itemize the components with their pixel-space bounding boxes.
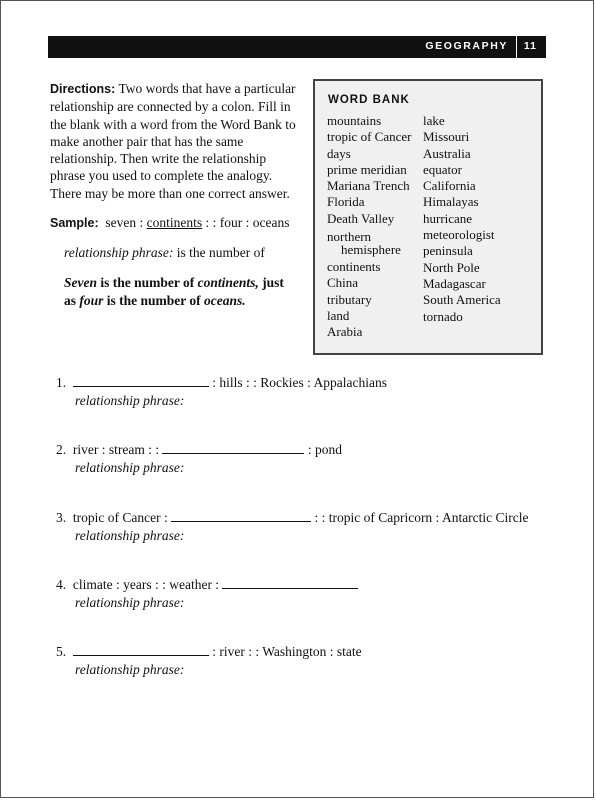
- explain-text: is the number of: [103, 292, 205, 308]
- question-4: [56, 577, 358, 593]
- directions-text: Two words that have a particular relationship are connected by a colon. Fill in the blank with a word from the Word Bank to make another pair that has the same relationship. Then write the relationship phrase you used to complete the analogy. There may be more than one correct answer.: [50, 81, 296, 201]
- relationship-phrase-label: relationship phrase:: [75, 662, 185, 677]
- explain-text: is the number of: [97, 275, 198, 290]
- question-after: : pond: [304, 442, 342, 457]
- answer-blank[interactable]: [171, 510, 311, 522]
- word-bank-item: mountains: [327, 113, 382, 128]
- answer-blank[interactable]: [222, 577, 358, 589]
- question-1: [56, 375, 387, 391]
- answer-blank[interactable]: [73, 644, 209, 656]
- word-bank-item: South America: [423, 292, 501, 308]
- question-2: [56, 442, 342, 458]
- word-bank-item: meteorologist: [423, 227, 495, 243]
- word-bank-item: prime meridian: [327, 161, 407, 177]
- relationship-phrase-label: relationship phrase:: [75, 528, 185, 543]
- question-number: 5.: [56, 644, 67, 659]
- explain-word: continents,: [197, 275, 259, 290]
- question-number: 4.: [56, 577, 67, 592]
- question-after: : : tropic of Capricorn : Antarctic Circle: [311, 510, 529, 525]
- explain-word: oceans.: [204, 292, 246, 308]
- sample-phrase-text: is the number of: [173, 245, 265, 260]
- relationship-phrase-label: relationship phrase:: [75, 393, 185, 408]
- word-bank-item: peninsula: [423, 243, 473, 259]
- sample-explanation: [64, 274, 294, 309]
- question-5: [56, 644, 362, 660]
- sample-label: Sample:: [50, 216, 99, 230]
- word-bank-item: North Pole: [423, 259, 480, 275]
- relationship-phrase-label: relationship phrase:: [75, 595, 185, 610]
- word-bank-right-column: [423, 113, 535, 325]
- question-number: 1.: [56, 375, 67, 390]
- question-before: tropic of Cancer :: [72, 510, 172, 525]
- relationship-phrase-label: relationship phrase:: [75, 460, 185, 475]
- word-bank-item: hurricane: [423, 210, 473, 226]
- sample-analogy: [50, 215, 310, 231]
- question-number: 3.: [56, 510, 67, 525]
- word-bank-item: California: [423, 178, 476, 194]
- question-before: climate : years : : weather :: [72, 577, 223, 592]
- word-bank-item: Arabia: [327, 324, 363, 340]
- word-bank-item: continents: [327, 259, 381, 275]
- word-bank-item: tropic of Cancer: [327, 129, 412, 145]
- word-bank-item: tornado: [423, 308, 463, 324]
- word-bank-item: days: [327, 145, 351, 161]
- sample-relationship-phrase: [64, 245, 304, 261]
- question-after: : river : : Washington : state: [208, 644, 362, 659]
- sample-part1: seven :: [105, 215, 147, 230]
- word-bank-item: Madagascar: [423, 275, 486, 291]
- word-bank-item: land: [327, 307, 350, 323]
- question-after: : hills : : Rockies : Appalachians: [208, 375, 387, 390]
- sample-part2: : : four : oceans: [202, 215, 290, 230]
- directions: [50, 80, 297, 202]
- header-divider: [516, 36, 517, 58]
- word-bank: [313, 79, 543, 355]
- word-bank-item: Death Valley: [327, 210, 395, 226]
- sample-answer: continents: [146, 215, 203, 230]
- word-bank-item: tributary: [327, 291, 372, 307]
- section-title: GEOGRAPHY: [425, 40, 508, 52]
- answer-blank[interactable]: [73, 375, 209, 387]
- word-bank-item: Missouri: [423, 129, 470, 145]
- word-bank-item: Mariana Trench: [327, 178, 410, 194]
- word-bank-item: Florida: [327, 194, 365, 210]
- page-header: [48, 36, 546, 58]
- answer-blank[interactable]: [162, 442, 304, 454]
- explain-text: just as: [64, 275, 284, 308]
- question-3: [56, 510, 529, 526]
- word-bank-item: Australia: [423, 145, 471, 161]
- question-before: river : stream : :: [72, 442, 163, 457]
- page-number: 11: [523, 40, 537, 52]
- explain-word: four: [79, 292, 104, 308]
- question-number: 2.: [56, 442, 67, 457]
- word-bank-item: hemisphere: [341, 242, 401, 258]
- word-bank-item: northern: [327, 229, 372, 245]
- explain-word: Seven: [64, 275, 97, 290]
- word-bank-item: Himalayas: [423, 194, 479, 210]
- word-bank-title: WORD BANK: [328, 94, 410, 106]
- directions-label: Directions:: [50, 82, 116, 96]
- sample-phrase-label: relationship phrase:: [64, 245, 174, 260]
- word-bank-item: equator: [423, 161, 462, 177]
- word-bank-item: China: [327, 275, 359, 291]
- word-bank-item: lake: [423, 113, 445, 128]
